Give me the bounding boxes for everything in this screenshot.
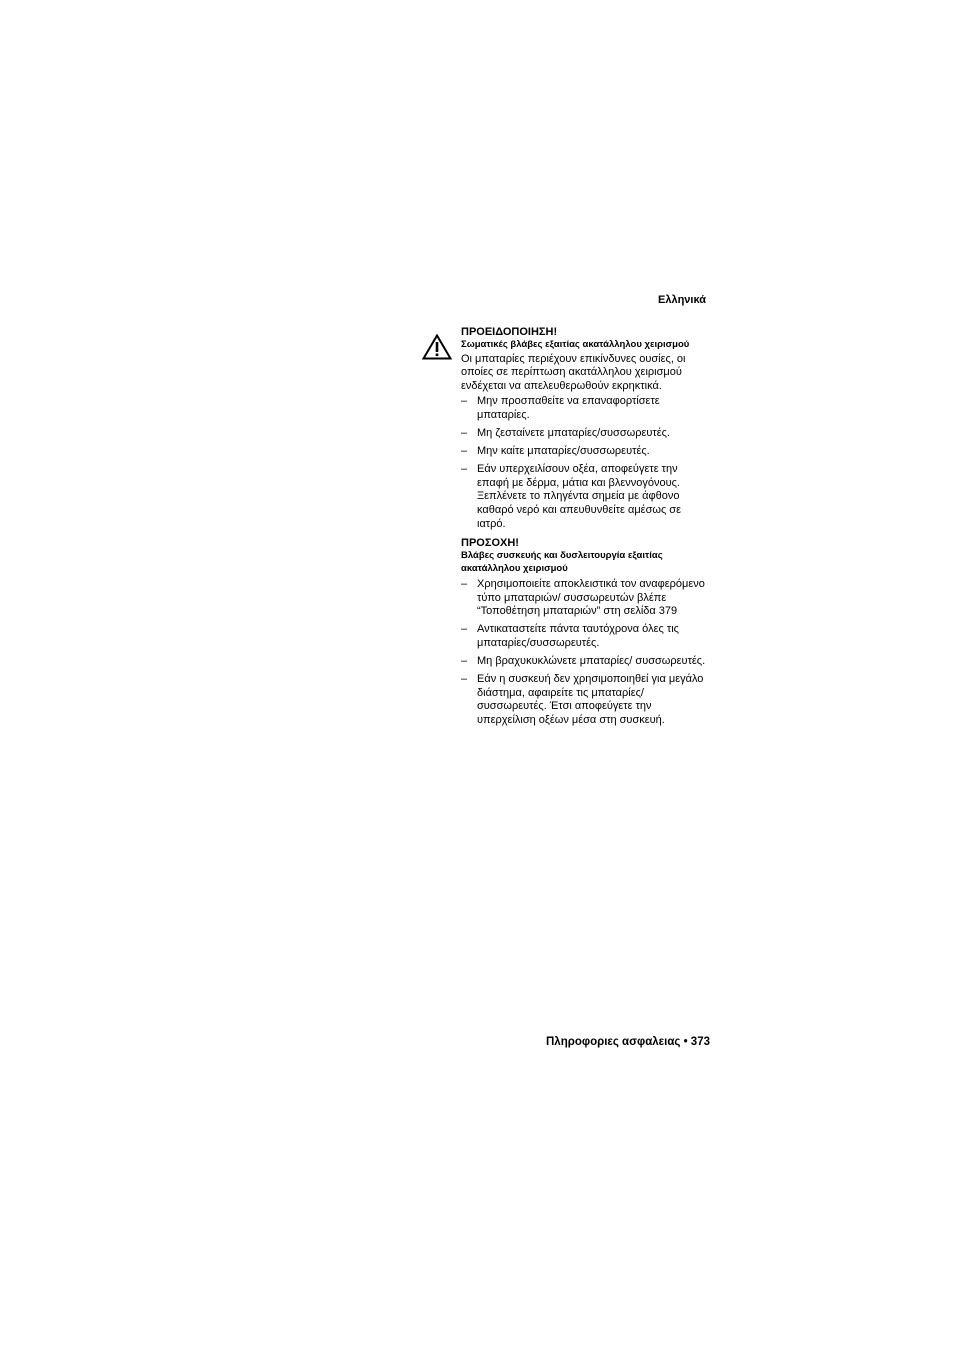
warning-list [461, 395, 711, 531]
caution-list [461, 578, 711, 727]
dash-marker: – [461, 623, 468, 636]
safety-content [461, 326, 711, 732]
warning-subtitle: Σωματικές βλάβες εξαιτίας ακατάλληλου χειρισμού [461, 339, 690, 350]
list-item: – Μη βραχυκυκλώνετε μπαταρίες/ συσσωρευτές. [461, 655, 706, 668]
list-item: – Εάν η συσκευή δεν χρησιμοποιηθεί για μεγάλο διάστημα, αφαιρείτε τις μπαταρίες/ συσσωρευτές. Έτσι αποφεύγετε την υπερχείλιση οξέων μέσα στη συσκευή. [461, 673, 704, 726]
caution-title: ΠΡΟΣΟΧΗ! [461, 537, 519, 550]
dash-marker: – [461, 578, 468, 591]
list-item: – Μην προσπαθείτε να επαναφορτίσετε μπαταρίες. [461, 395, 660, 421]
list-item: – Εάν υπερχειλίσουν οξέα, αποφεύγετε την επαφή με δέρμα, μάτια και βλεννογόνους. Ξεπλένετε το πληγέντα σημεία με άφθονο καθαρό νερό και απευθυνθείτε αμέσως σε ιατρό. [461, 463, 681, 530]
warning-title: ΠΡΟΕΙΔΟΠΟΙΗΣΗ! [461, 326, 558, 338]
list-item: – Μη ζεσταίνετε μπαταρίες/συσσωρευτές. [461, 426, 670, 439]
list-item: – Χρησιμοποιείτε αποκλειστικά τον αναφερόμενο τύπο μπαταριών/ συσσωρευτών βλέπε “Τοποθέτηση μπαταριών” στη σελίδα 379 [461, 578, 705, 618]
dash-marker: – [461, 445, 468, 458]
dash-marker: – [461, 426, 468, 439]
list-item: – Μην καίτε μπαταρίες/συσσωρευτές. [461, 445, 650, 458]
caution-subtitle: Βλάβες συσκευής και δυσλειτουργία εξαιτίας ακατάλληλου χειρισμού [461, 550, 663, 574]
dash-marker: – [461, 655, 468, 668]
dash-marker: – [461, 463, 468, 476]
warning-section [461, 326, 711, 531]
page-footer: Πληροφοριες ασφαλειας • 373 [546, 1036, 710, 1048]
dash-marker: – [461, 395, 468, 408]
caution-section [461, 537, 711, 727]
warning-intro: Οι μπαταρίες περιέχουν επικίνδυνες ουσίες, οι οποίες σε περίπτωση ακατάλληλου χειρισμού ενδέχεται να απελευθερωθούν εκρηκτικά. [461, 352, 686, 392]
list-item: – Αντικαταστείτε πάντα ταυτόχρονα όλες τις μπαταρίες/συσσωρευτές. [461, 623, 679, 649]
dash-marker: – [461, 673, 468, 686]
warning-triangle-icon [422, 334, 452, 360]
language-label: Ελληνικά [658, 294, 706, 306]
